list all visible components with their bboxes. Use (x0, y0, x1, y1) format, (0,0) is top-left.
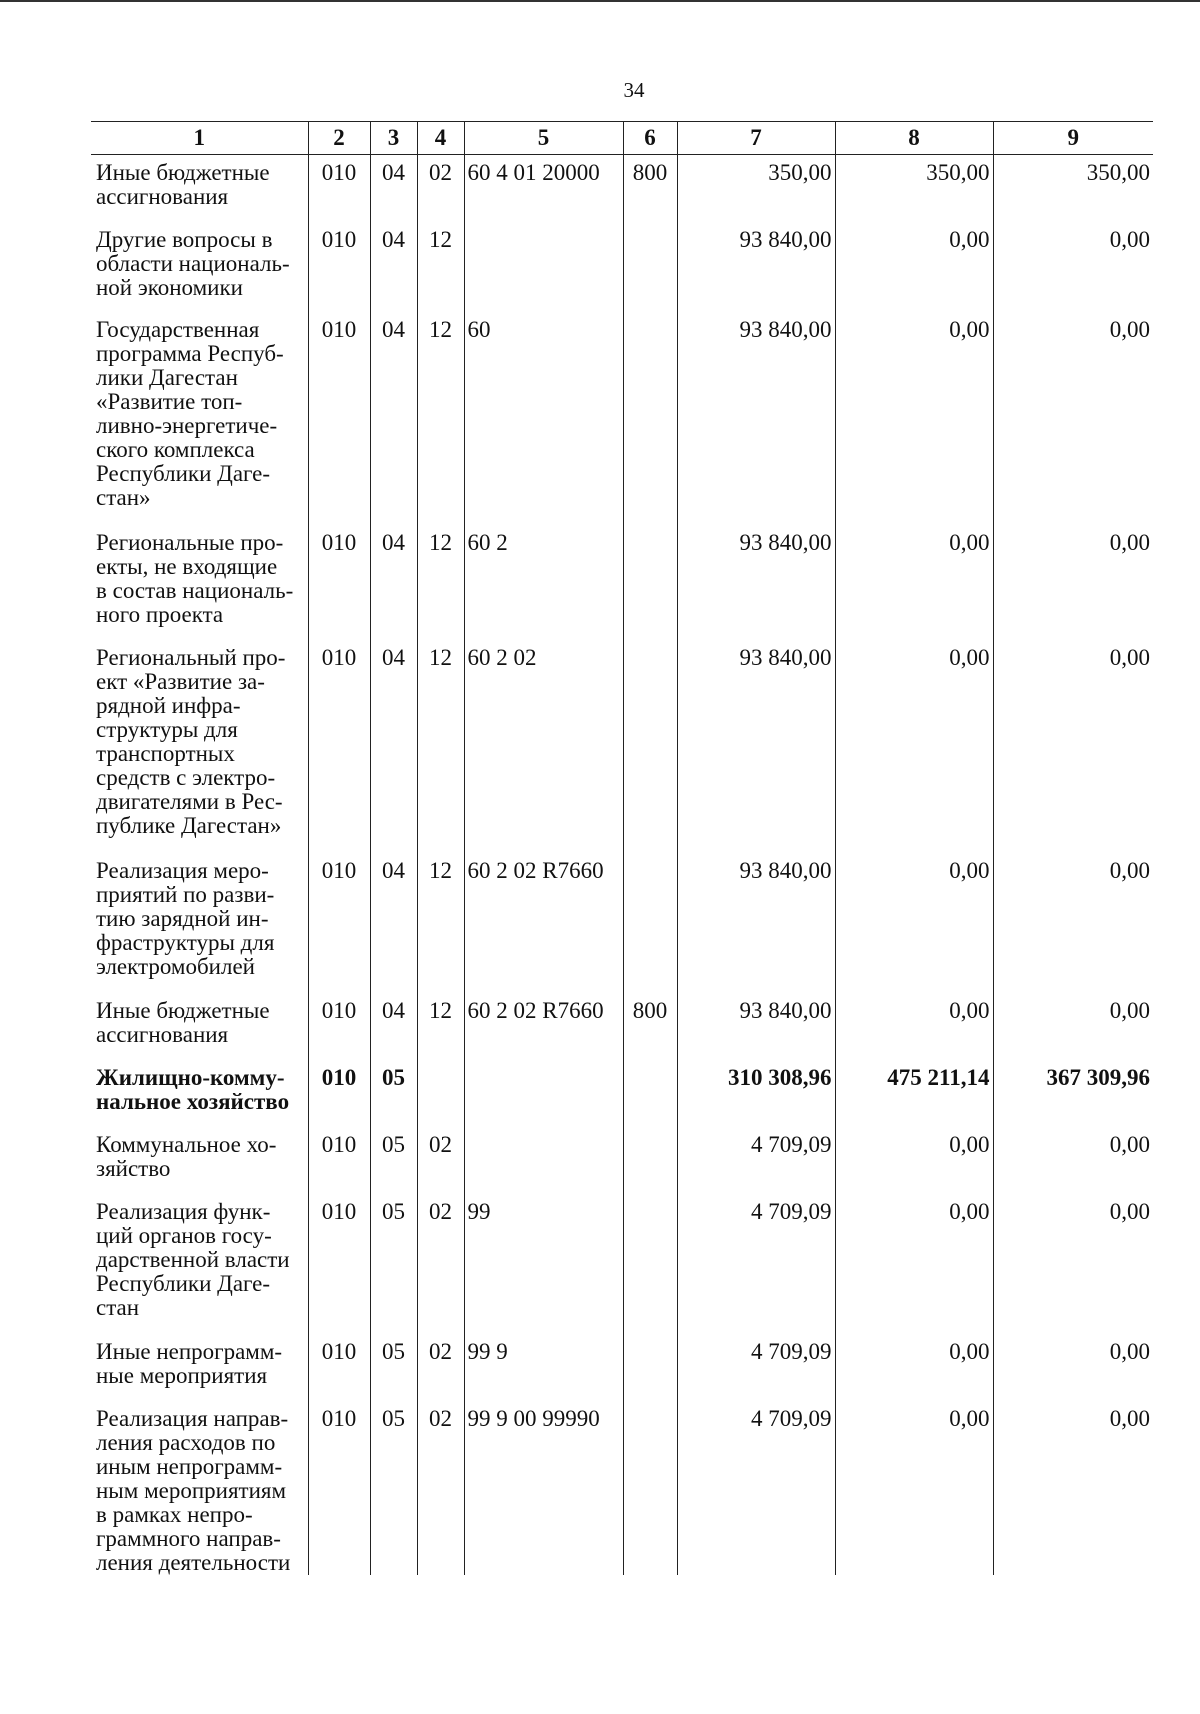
amount-col-9: 0,00 (993, 525, 1153, 640)
table-row (91, 993, 1153, 1060)
table-row (91, 1127, 1153, 1194)
expense-type-code (623, 1334, 677, 1401)
subsection-code: 02 (417, 1127, 464, 1194)
ministry-code: 010 (308, 1401, 370, 1575)
subsection-code: 12 (417, 993, 464, 1060)
expense-type-code (623, 853, 677, 993)
amount-col-9: 0,00 (993, 222, 1153, 312)
table-row (91, 222, 1153, 312)
table-row (91, 1401, 1153, 1575)
amount-col-7: 4 709,09 (677, 1194, 835, 1334)
amount-col-9: 0,00 (993, 312, 1153, 525)
amount-col-7: 4 709,09 (677, 1334, 835, 1401)
table-row (91, 155, 1153, 223)
ministry-code: 010 (308, 993, 370, 1060)
amount-col-9: 0,00 (993, 993, 1153, 1060)
header-cell: 4 (417, 122, 464, 155)
expense-type-code (623, 1060, 677, 1127)
amount-col-8: 0,00 (835, 1334, 993, 1401)
header-cell: 2 (308, 122, 370, 155)
budget-item-name: Иные бюджетные ассигнования (91, 993, 308, 1060)
expense-type-code: 800 (623, 155, 677, 223)
budget-item-name: Другие вопросы в области националь- ной экономики (91, 222, 308, 312)
subsection-code: 12 (417, 525, 464, 640)
subsection-code: 02 (417, 1334, 464, 1401)
ministry-code: 010 (308, 525, 370, 640)
section-code: 04 (370, 640, 417, 853)
amount-col-8: 0,00 (835, 525, 993, 640)
expense-type-code (623, 1194, 677, 1334)
header-cell: 1 (91, 122, 308, 155)
budget-item-name: Реализация функ- ций органов госу- дарственной власти Республики Даге- стан (91, 1194, 308, 1334)
ministry-code: 010 (308, 1334, 370, 1401)
amount-col-8: 0,00 (835, 312, 993, 525)
subsection-code: 02 (417, 1194, 464, 1334)
ministry-code: 010 (308, 155, 370, 223)
amount-col-9: 0,00 (993, 1334, 1153, 1401)
section-code: 04 (370, 155, 417, 223)
section-code: 04 (370, 525, 417, 640)
section-code: 05 (370, 1060, 417, 1127)
target-article-code: 60 (464, 312, 623, 525)
amount-col-9: 367 309,96 (993, 1060, 1153, 1127)
amount-col-9: 350,00 (993, 155, 1153, 223)
expense-type-code (623, 1127, 677, 1194)
target-article-code (464, 222, 623, 312)
budget-item-name: Реализация направ- ления расходов по иным непрограмм- ным мероприятиям в рамках непро- граммного направ- ления деятельности (91, 1401, 308, 1575)
amount-col-8: 0,00 (835, 993, 993, 1060)
ministry-code: 010 (308, 1060, 370, 1127)
header-cell: 6 (623, 122, 677, 155)
section-code: 04 (370, 312, 417, 525)
expense-type-code: 800 (623, 993, 677, 1060)
budget-item-name: Региональный про- ект «Развитие за- рядной инфра- структуры для транспортных средств с электро- двигателями в Рес- публике Дагестан» (91, 640, 308, 853)
header-cell: 8 (835, 122, 993, 155)
target-article-code: 60 4 01 20000 (464, 155, 623, 223)
target-article-code: 60 2 02 R7660 (464, 993, 623, 1060)
target-article-code: 60 2 02 (464, 640, 623, 853)
amount-col-8: 350,00 (835, 155, 993, 223)
amount-col-8: 475 211,14 (835, 1060, 993, 1127)
amount-col-7: 310 308,96 (677, 1060, 835, 1127)
table-row (91, 312, 1153, 525)
expense-type-code (623, 525, 677, 640)
section-code: 04 (370, 853, 417, 993)
budget-item-name: Жилищно-комму- нальное хозяйство (91, 1060, 308, 1127)
amount-col-8: 0,00 (835, 222, 993, 312)
budget-item-name: Иные непрограмм- ные мероприятия (91, 1334, 308, 1401)
section-code: 04 (370, 222, 417, 312)
header-cell: 5 (464, 122, 623, 155)
target-article-code: 99 9 (464, 1334, 623, 1401)
amount-col-7: 93 840,00 (677, 312, 835, 525)
amount-col-7: 93 840,00 (677, 525, 835, 640)
amount-col-9: 0,00 (993, 640, 1153, 853)
subsection-code: 12 (417, 222, 464, 312)
amount-col-8: 0,00 (835, 640, 993, 853)
amount-col-7: 4 709,09 (677, 1127, 835, 1194)
ministry-code: 010 (308, 853, 370, 993)
table-row (91, 1334, 1153, 1401)
section-code: 05 (370, 1127, 417, 1194)
target-article-code (464, 1127, 623, 1194)
subsection-code: 02 (417, 155, 464, 223)
header-cell: 3 (370, 122, 417, 155)
ministry-code: 010 (308, 1194, 370, 1334)
page-number: 34 (623, 78, 645, 102)
budget-item-name: Региональные про- екты, не входящие в состав националь- ного проекта (91, 525, 308, 640)
table-row (91, 853, 1153, 993)
target-article-code: 99 (464, 1194, 623, 1334)
amount-col-7: 4 709,09 (677, 1401, 835, 1575)
subsection-code: 12 (417, 853, 464, 993)
amount-col-8: 0,00 (835, 853, 993, 993)
ministry-code: 010 (308, 1127, 370, 1194)
target-article-code: 99 9 00 99990 (464, 1401, 623, 1575)
section-code: 05 (370, 1334, 417, 1401)
expense-type-code (623, 1401, 677, 1575)
amount-col-8: 0,00 (835, 1401, 993, 1575)
target-article-code: 60 2 02 R7660 (464, 853, 623, 993)
table-row (91, 1060, 1153, 1127)
ministry-code: 010 (308, 640, 370, 853)
amount-col-7: 93 840,00 (677, 222, 835, 312)
header-cell: 7 (677, 122, 835, 155)
budget-item-name: Государственная программа Респуб- лики Дагестан «Развитие топ- ливно-энергетиче- ского комплекса Республики Даге- стан» (91, 312, 308, 525)
amount-col-7: 350,00 (677, 155, 835, 223)
section-code: 04 (370, 993, 417, 1060)
expense-type-code (623, 640, 677, 853)
table-header-row (91, 122, 1153, 155)
budget-item-name: Коммунальное хо- зяйство (91, 1127, 308, 1194)
amount-col-9: 0,00 (993, 1127, 1153, 1194)
amount-col-7: 93 840,00 (677, 853, 835, 993)
table-row (91, 1194, 1153, 1334)
subsection-code (417, 1060, 464, 1127)
budget-table (91, 121, 1153, 1575)
subsection-code: 12 (417, 640, 464, 853)
amount-col-9: 0,00 (993, 1194, 1153, 1334)
amount-col-9: 0,00 (993, 853, 1153, 993)
expense-type-code (623, 312, 677, 525)
amount-col-8: 0,00 (835, 1127, 993, 1194)
amount-col-8: 0,00 (835, 1194, 993, 1334)
amount-col-9: 0,00 (993, 1401, 1153, 1575)
expense-type-code (623, 222, 677, 312)
section-code: 05 (370, 1401, 417, 1575)
budget-item-name: Иные бюджетные ассигнования (91, 155, 308, 223)
amount-col-7: 93 840,00 (677, 993, 835, 1060)
budget-item-name: Реализация меро- приятий по разви- тию зарядной ин- фраструктуры для электромобилей (91, 853, 308, 993)
section-code: 05 (370, 1194, 417, 1334)
table-row (91, 640, 1153, 853)
subsection-code: 02 (417, 1401, 464, 1575)
header-cell: 9 (993, 122, 1153, 155)
table-row (91, 525, 1153, 640)
target-article-code (464, 1060, 623, 1127)
ministry-code: 010 (308, 222, 370, 312)
subsection-code: 12 (417, 312, 464, 525)
amount-col-7: 93 840,00 (677, 640, 835, 853)
target-article-code: 60 2 (464, 525, 623, 640)
ministry-code: 010 (308, 312, 370, 525)
top-border-line (0, 0, 1200, 2)
